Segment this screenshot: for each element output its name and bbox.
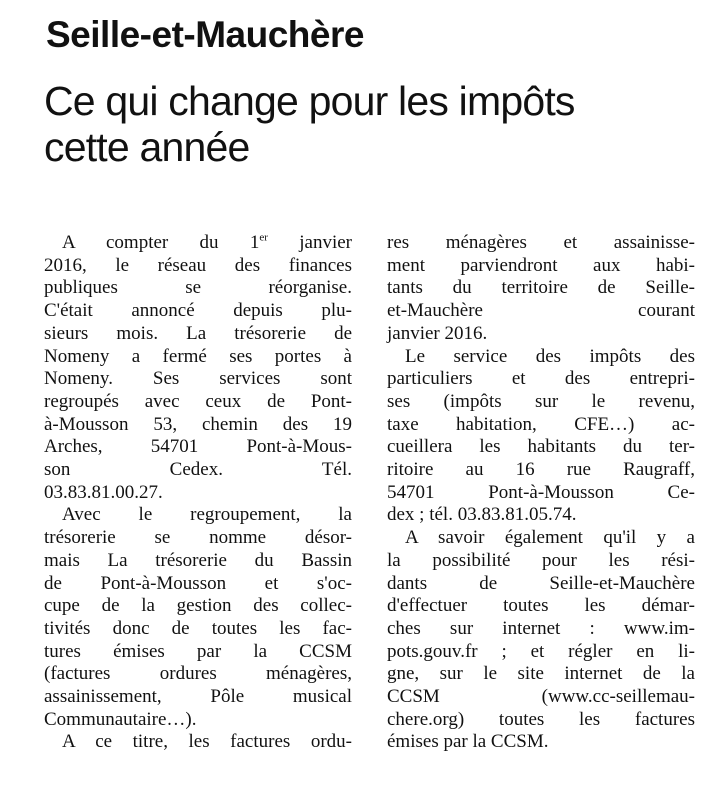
line-text: assainissement, Pôle musical	[44, 686, 352, 708]
line-text: et-Mauchère courant	[387, 300, 695, 322]
line-text: gne, sur le site internet de la	[387, 663, 695, 685]
line-text: ment parviendront aux habi-	[387, 254, 695, 276]
text-line	[387, 323, 695, 346]
text-line	[387, 595, 695, 618]
text-line	[44, 686, 352, 709]
line-text: pots.gouv.fr ; et régler en li-	[387, 640, 695, 662]
text-line	[44, 527, 352, 550]
text-line	[44, 731, 352, 754]
line-text: A compter du 1	[62, 232, 260, 253]
text-line	[387, 482, 695, 505]
text-line	[387, 504, 695, 527]
line-text: son Cedex. Tél.	[44, 459, 352, 481]
text-line	[387, 346, 695, 369]
line-text: trésorerie se nomme désor-	[44, 527, 352, 549]
line-text: Communautaire…).	[44, 708, 197, 730]
text-line	[387, 573, 695, 596]
line-text: (factures ordures ménagères,	[44, 663, 352, 685]
left-column	[44, 232, 352, 754]
line-text: dants de Seille-et-Mauchère	[387, 572, 695, 594]
line-text: cueillera les habitants du ter-	[387, 436, 695, 458]
line-text: Le service des impôts des	[405, 345, 695, 367]
text-line	[44, 255, 352, 278]
text-line	[44, 277, 352, 300]
text-line	[387, 391, 695, 414]
line-text: particuliers et des entrepri-	[387, 368, 695, 390]
text-line	[387, 255, 695, 278]
text-line	[387, 618, 695, 641]
text-line	[44, 459, 352, 482]
line-text: ritoire au 16 rue Raugraff,	[387, 459, 695, 481]
text-line	[387, 663, 695, 686]
line-text: ses (impôts sur le revenu,	[387, 390, 695, 412]
kicker: Seille-et-Mauchère	[46, 14, 364, 55]
line-text: 54701 Pont-à-Mousson Ce-	[387, 481, 695, 503]
text-line	[387, 731, 695, 754]
line-text: émises par la CCSM.	[387, 731, 549, 753]
text-line	[44, 709, 352, 732]
text-line	[387, 550, 695, 573]
line-text: regroupés avec ceux de Pont-	[44, 390, 352, 412]
text-line	[44, 663, 352, 686]
text-line	[387, 709, 695, 732]
text-line	[44, 618, 352, 641]
line-text: 2016, le réseau des finances	[44, 254, 352, 276]
superscript: er	[259, 231, 268, 244]
text-line	[44, 414, 352, 437]
text-line	[44, 346, 352, 369]
text-line	[44, 232, 352, 255]
line-text: la possibilité pour les rési-	[387, 549, 695, 571]
text-line	[387, 414, 695, 437]
line-text: d'effectuer toutes les démar-	[387, 595, 695, 617]
text-line	[44, 595, 352, 618]
line-text: à-Mousson 53, chemin des 19	[44, 413, 352, 435]
line-text: chere.org) toutes les factures	[387, 708, 695, 730]
text-line	[387, 277, 695, 300]
text-line	[387, 459, 695, 482]
headline-line-1: Ce qui change pour les impôts	[44, 78, 575, 124]
line-text: Nomeny. Ses services sont	[44, 368, 352, 390]
line-text: taxe habitation, CFE…) ac-	[387, 413, 695, 435]
line-text: res ménagères et assainisse-	[387, 232, 695, 253]
line-text: tants du territoire de Seille-	[387, 277, 695, 299]
text-line	[44, 391, 352, 414]
line-text: tivités donc de toutes les fac-	[44, 617, 352, 639]
line-text: Avec le regroupement, la	[62, 504, 352, 526]
line-text: de Pont-à-Mousson et s'oc-	[44, 572, 352, 594]
line-text: C'était annoncé depuis plu-	[44, 300, 352, 322]
line-text-after: janvier	[267, 232, 352, 253]
line-text: sieurs mois. La trésorerie de	[44, 322, 352, 344]
text-line	[387, 300, 695, 323]
text-line	[387, 527, 695, 550]
line-text: tures émises par la CCSM	[44, 640, 352, 662]
headline	[44, 78, 575, 170]
text-line	[387, 436, 695, 459]
text-line	[387, 232, 695, 255]
line-text: janvier 2016.	[387, 322, 488, 344]
line-text: Nomeny a fermé ses portes à	[44, 345, 352, 367]
text-line	[44, 436, 352, 459]
line-text: CCSM (www.cc-seillemau-	[387, 686, 695, 708]
text-line	[387, 686, 695, 709]
text-line	[44, 482, 352, 505]
text-line	[387, 641, 695, 664]
text-line	[44, 573, 352, 596]
text-line	[44, 550, 352, 573]
line-text: dex ; tél. 03.83.81.05.74.	[387, 504, 577, 526]
line-text: cupe de la gestion des collec-	[44, 595, 352, 617]
line-text: A ce titre, les factures ordu-	[62, 731, 352, 753]
text-line	[44, 300, 352, 323]
right-column	[387, 232, 695, 754]
line-text: publiques se réorganise.	[44, 277, 352, 299]
headline-line-2: cette année	[44, 124, 250, 170]
line-text: ches sur internet : www.im-	[387, 617, 695, 639]
line-text: mais La trésorerie du Bassin	[44, 549, 352, 571]
text-line	[44, 641, 352, 664]
line-text: A savoir également qu'il y a	[405, 527, 695, 549]
line-text: Arches, 54701 Pont-à-Mous-	[44, 436, 352, 458]
text-line	[387, 368, 695, 391]
text-line	[44, 504, 352, 527]
line-text: 03.83.81.00.27.	[44, 481, 163, 503]
text-line	[44, 368, 352, 391]
text-line	[44, 323, 352, 346]
